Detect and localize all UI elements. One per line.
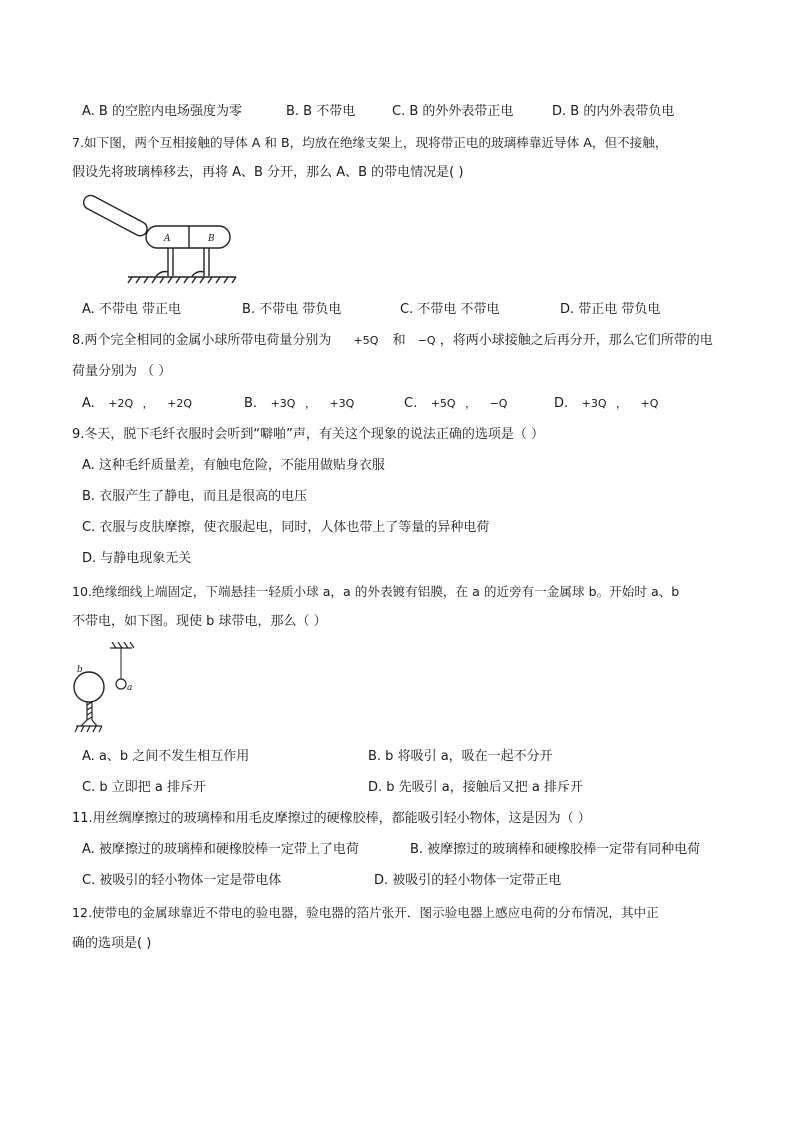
ball-a	[116, 679, 126, 689]
q9-stem: 9.冬天，脱下毛纤衣服时会听到“噼啪”声，有关这个现象的说法正确的选项是（ ）	[72, 427, 545, 442]
q8-stem-line1	[72, 332, 713, 350]
q11-option-b: B. 被摩擦过的玻璃棒和硬橡胶棒一定带有同种电荷	[410, 842, 701, 857]
q6-option-c: C. B 的外外表带正电	[392, 104, 514, 119]
q8-and: 和	[392, 333, 406, 348]
q10-option-d: D. b 先吸引 a，接触后又把 a 排斥开	[368, 780, 583, 795]
q7-option-c: C. 不带电 不带电	[400, 302, 500, 317]
ball-b	[74, 672, 104, 702]
q10-ball-figure	[70, 642, 150, 734]
q11-option-c: C. 被吸引的轻小物体一定是带电体	[82, 873, 282, 888]
label-a: A	[164, 234, 171, 244]
q7-option-d: D. 带正电 带负电	[560, 302, 661, 317]
q8-charge-2: −Q	[417, 334, 436, 347]
q8-stem-text-b: ，将两小球接触之后再分开，那么它们所带的电	[439, 333, 713, 348]
q8-option-b: B. +3Q ， +3Q	[244, 396, 355, 411]
q8-option-a: A. +2Q ， +2Q	[82, 396, 193, 411]
label-ball-a: a	[127, 683, 133, 693]
q6-option-a: A. B 的空腔内电场强度为零	[82, 104, 242, 119]
q10-stem-line1: 10.绝缘细线上端固定，下端悬挂一轻质小球 a，a 的外表镀有铝膜，在 a 的近旁有一金属球 b。开始时 a、b	[72, 584, 680, 599]
q11-stem: 11.用丝绸摩擦过的玻璃棒和用毛皮摩擦过的硬橡胶棒，都能吸引轻小物体，这是因为（ ）	[72, 811, 591, 826]
ball-b-stand	[75, 702, 102, 732]
label-b: B	[208, 234, 215, 244]
glass-rod	[81, 193, 149, 238]
q11-option-a: A. 被摩擦过的玻璃棒和硬橡胶棒一定带上了电荷	[82, 842, 359, 857]
q6-option-d: D. B 的内外表带负电	[552, 104, 675, 119]
q9-option-d: D. 与静电现象无关	[82, 551, 192, 566]
label-ball-b: b	[77, 665, 83, 675]
insulating-supports	[156, 248, 209, 276]
q9-option-c: C. 衣服与皮肤摩擦，使衣服起电，同时，人体也带上了等量的异种电荷	[82, 520, 490, 535]
q8-charge-1: +5Q	[353, 334, 379, 347]
q10-option-b: B. b 将吸引 a，吸在一起不分开	[368, 749, 553, 764]
q7-option-b: B. 不带电 带负电	[242, 302, 342, 317]
q6-option-b: B. B 不带电	[286, 104, 356, 119]
q8-option-d: D. +3Q ， +Q	[554, 396, 659, 411]
q7-conductor-figure	[76, 190, 256, 290]
q10-option-a: A. a、b 之间不发生相互作用	[82, 749, 250, 764]
q9-option-b: B. 衣服产生了静电，而且是很高的电压	[82, 489, 308, 504]
q7-option-a: A. 不带电 带正电	[82, 302, 182, 317]
q7-stem-line1: 7.如下图，两个互相接触的导体 A 和 B，均放在绝缘支架上，现将带正电的玻璃棒靠近导体 A，但不接触，	[72, 135, 668, 150]
q12-stem-line1: 12.使带电的金属球靠近不带电的验电器，验电器的箔片张开．图示验电器上感应电荷的分布情况，其中正	[72, 905, 659, 920]
q8-stem-line2: 荷量分别为 （ ）	[72, 364, 172, 379]
base	[128, 277, 236, 283]
q8-option-c: C. +5Q ， −Q	[404, 396, 508, 411]
q10-stem-line2: 不带电，如下图。现使 b 球带电，那么（ ）	[72, 614, 327, 629]
q12-stem-line2: 确的选项是( )	[72, 936, 152, 951]
q7-stem-line2: 假设先将玻璃棒移去，再将 A、B 分开，那么 A、B 的带电情况是( )	[72, 165, 464, 180]
ceiling	[110, 642, 134, 648]
q8-stem-text-a: 8.两个完全相同的金属小球所带电荷量分别为	[72, 333, 332, 348]
conductor-ab	[146, 226, 230, 248]
q10-option-c: C. b 立即把 a 排斥开	[82, 780, 206, 795]
q11-option-d: D. 被吸引的轻小物体一定带正电	[374, 873, 562, 888]
q9-option-a: A. 这种毛纤质量差，有触电危险，不能用做贴身衣服	[82, 458, 385, 473]
